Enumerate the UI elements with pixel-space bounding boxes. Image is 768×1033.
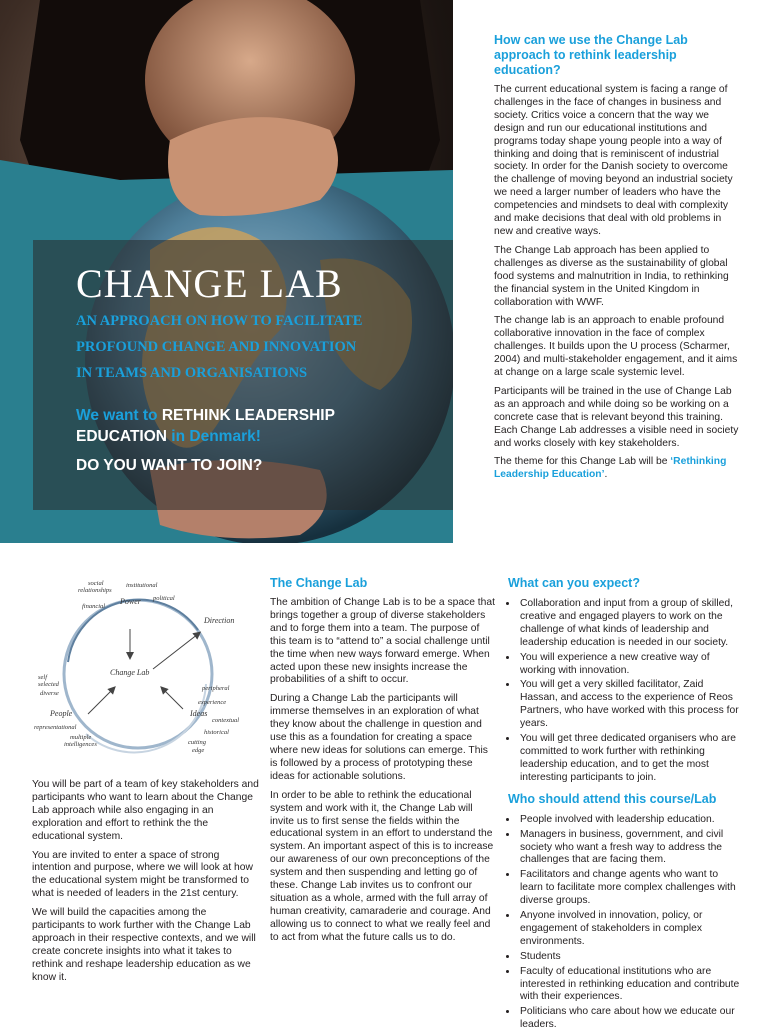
label-institutional: institutional — [126, 582, 158, 589]
attend-item: • Anyone involved in innovation, policy, or engagement of stakeholders in complex environments. — [518, 909, 740, 949]
cta-question: DO YOU WANT TO JOIN? — [76, 457, 263, 474]
participation-paragraph: You are invited to enter a space of strong intention and purpose, where we will look at how the educational system might be transformed to what is needed of leaders in the 21st century. — [32, 849, 253, 900]
theme-title: ‘Rethinking Leadership Education’ — [494, 456, 727, 481]
label-diverse: diverse — [40, 690, 59, 697]
label-political: political — [153, 595, 175, 602]
attend-item: • Managers in business, government, and civil society who want a fresh way to address the challenges that are facing them. — [518, 828, 740, 868]
participation-paragraph: We will build the capacities among the participants to work further with the Change Lab approach in their respective contexts, and we will create concrete insights into what it takes to rethink and reshape leadership education as we know it. — [32, 907, 256, 983]
label-power: Power — [120, 597, 141, 606]
change-lab-paragraph: In order to be able to rethink the educational system and work with it, the Change Lab will invite us to first sense the fields within the educational system in an effort to understand the system. An important aspect of this is to increase our awareness of our own preconceptions of the system and then suspending and letting go of these. Change Lab invites us to confront our situation as a whole, armed with the full array of human creativity, camaraderie and courage. And allowing us to connect to what we really feel and to act from what the future calls us to do. — [270, 789, 494, 943]
attend-list — [508, 813, 740, 1033]
cta-rethink: RETHINK LEADERSHIP EDUCATION — [76, 407, 335, 445]
label-self: self — [38, 674, 48, 681]
label-intelligences: intelligences — [64, 741, 97, 748]
intro-column — [494, 33, 740, 488]
hero-title: CHANGE LAB — [76, 261, 343, 306]
expect-item: • You will get three dedicated organisers who are committed to work further with rethinking leadership education, and to get the most interesting participants to join. — [518, 732, 740, 785]
change-lab-diagram — [28, 574, 250, 764]
arrow-people — [88, 689, 113, 714]
label-representational: representational — [34, 724, 77, 731]
intro-paragraph: The current educational system is facing a range of challenges in the face of changes in business and society. Critics voice a concern that the way we design and run our educational institutions and programs today shape young people into a way of thinking and doing that is reminiscent of industrial society. In order for the Danish society to overcome the challenge of moving beyond an industrial society we need a larger number of leaders who have the competencies and mindsets to deal with complexity and make decisions that deal with old problems in new and creative ways. — [494, 84, 733, 237]
attend-item: • Politicians who care about how we educate our leaders. — [518, 1005, 740, 1032]
label-contextual: contextual — [212, 717, 240, 724]
cta-we-want-to: We want to — [76, 407, 162, 424]
expect-list — [508, 597, 740, 785]
attend-item: • Faculty of educational institutions who are interested in rethinking education and contribute with their experiences. — [518, 965, 740, 1005]
label-ideas: Ideas — [190, 709, 208, 718]
label-multiple: multiple — [70, 734, 92, 741]
change-lab-column — [270, 576, 498, 951]
cta-in-denmark: in Denmark! — [167, 428, 261, 445]
attend-item: • Students — [518, 950, 740, 964]
change-lab-paragraph: During a Change Lab the participants will immerse themselves in an exploration of what they know about the challenge in question and use this as a foundation for creating a space where new ideas for solutions can emerge. This is followed by a process of prototyping these ideas for actionable solutions. — [270, 693, 488, 782]
theme-suffix: . — [604, 469, 608, 481]
theme-prefix: The theme for this Change Lab will be — [494, 456, 671, 468]
label-edge: edge — [192, 747, 205, 754]
arrow-ideas — [163, 689, 183, 709]
label-financial: financial — [82, 603, 106, 610]
intro-heading: How can we use the Change Lab approach to rethink leadership education? — [494, 33, 688, 77]
expect-item: • You will experience a new creative way of working with innovation. — [518, 651, 740, 678]
label-peripheral: peripheral — [202, 685, 230, 692]
label-social: social — [88, 580, 104, 587]
label-relationships: relationships — [78, 587, 112, 594]
attend-heading: Who should attend this course/Lab — [508, 791, 717, 806]
label-direction: Direction — [204, 616, 235, 625]
intro-paragraph: The Change Lab approach has been applied to challenges as diverse as the sustainability of global food systems and malnutrition in India, to rethinking the financial system in the United Kingdom in collaboration with WWF. — [494, 244, 729, 308]
participation-paragraph: You will be part of a team of key stakeholders and participants who want to learn about the Change Lab approach while also engaging in an exploration and effort to rethink the the educational system. — [32, 779, 259, 842]
label-people: People — [50, 709, 73, 718]
hero-subtitle-line: IN TEAMS AND ORGANISATIONS — [76, 365, 308, 381]
intro-paragraph: Participants will be trained in the use of Change Lab as an approach and while doing so be working on a concrete case that is relevant beyond this training. Each Change Lab addresses a visible need in society and works closely with key stakeholders. — [494, 385, 739, 449]
hero-subtitle — [76, 308, 416, 386]
participation-column — [32, 779, 260, 991]
attend-item: • People involved with leadership education. — [518, 813, 740, 827]
theme-paragraph — [494, 456, 740, 482]
hero-subtitle-line: AN APPROACH ON HOW TO FACILITATE — [76, 313, 363, 329]
expect-item: • You will get a very skilled facilitator, Zaid Hassan, and access to the experience of Reos Partners, who have worked with this process for years. — [518, 678, 740, 731]
label-cutting: cutting — [188, 739, 207, 746]
label-selected: selected — [38, 681, 59, 688]
change-lab-heading: The Change Lab — [270, 576, 368, 590]
expect-item: • Collaboration and input from a group of skilled, creative and engaged players to work on the challenge of what kinds of leadership and leadership education is needed in our society. — [518, 597, 740, 650]
label-change-lab: Change Lab — [110, 668, 150, 677]
hero-call-to-action — [76, 405, 416, 476]
label-experience: experience — [198, 699, 227, 706]
expect-heading: What can you expect? — [508, 576, 640, 590]
label-historical: historical — [204, 729, 229, 736]
change-lab-paragraph: The ambition of Change Lab is to be a space that brings together a group of diverse stakeholders and to forge them into a team. The purpose of this team is to “attend to” a social challenge until the time when new ways forward emerge. When acted upon these new insights increase the probabilities of a shift to occur. — [270, 597, 495, 686]
arrow-direction — [153, 634, 198, 669]
intro-paragraph: The change lab is an approach to enable profound collaborative innovation in the face of complex challenges. It builds upon the U process (Scharmer, 2004) and multi-stakeholder engagement, and it aims at change on a large scale systemic level. — [494, 315, 738, 379]
attend-item: • Facilitators and change agents who want to learn to facilitate more complex challenges with diverse groups. — [518, 868, 740, 908]
expectations-column — [508, 576, 740, 1033]
hero-subtitle-line: PROFOUND CHANGE AND INNOVATION — [76, 339, 357, 355]
